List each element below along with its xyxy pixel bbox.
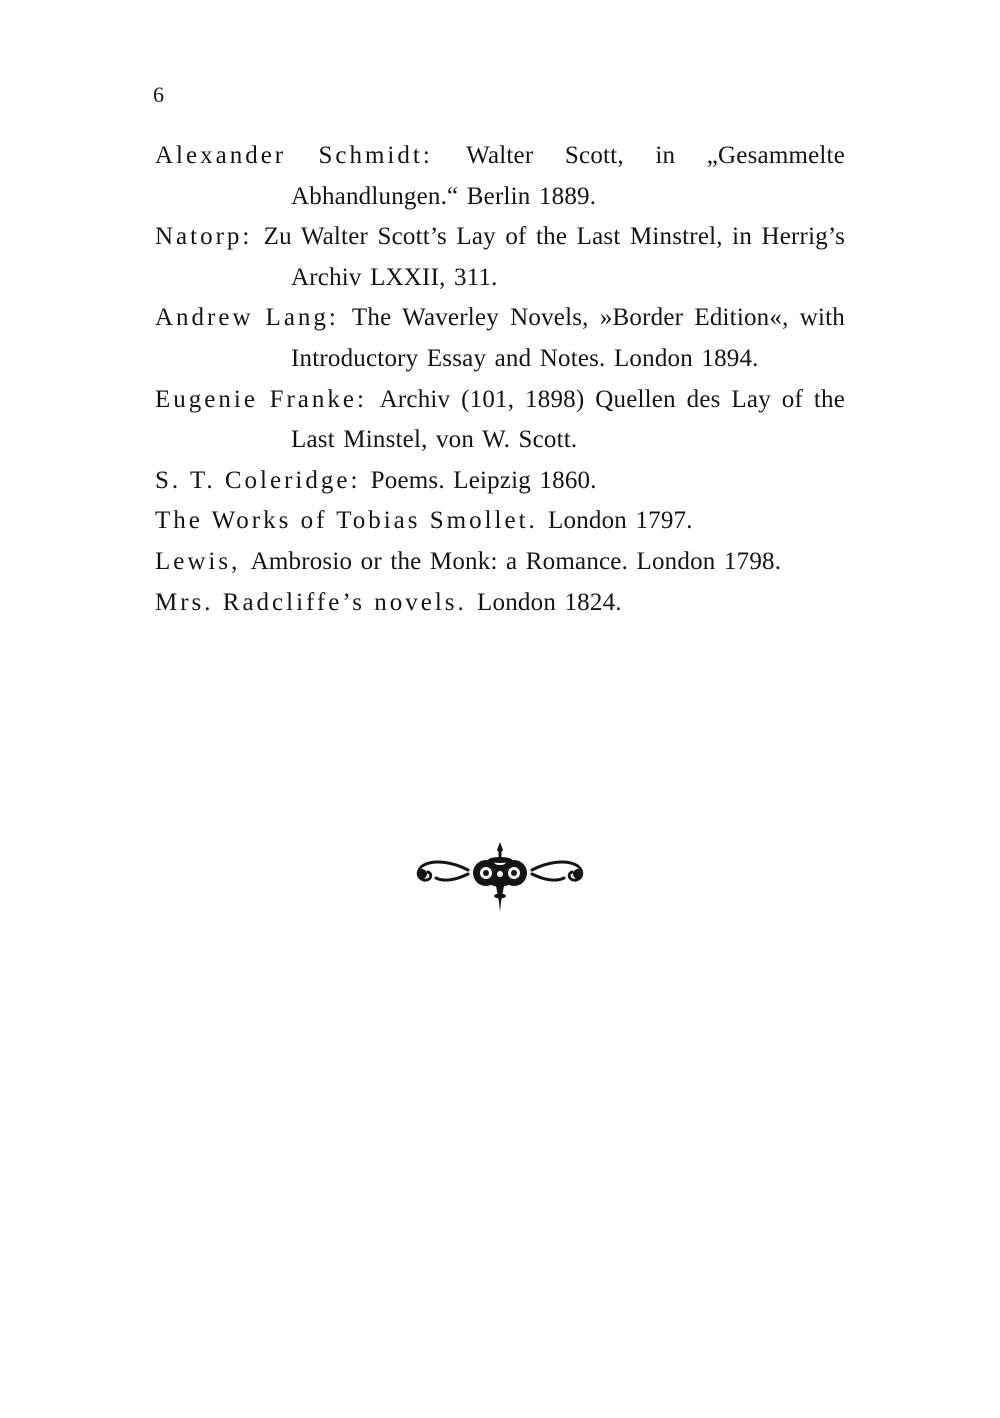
entry-text: Ambrosio or the Monk: a Romance. London 1798.	[250, 547, 782, 575]
bibliography-entry	[155, 380, 845, 461]
entry-author: Andrew Lang:	[155, 304, 339, 332]
page-number: 6	[153, 82, 164, 107]
bibliography-entry	[155, 501, 845, 542]
bibliography-list	[155, 136, 845, 623]
bibliography-entry	[155, 583, 845, 624]
entry-author: Lewis,	[155, 547, 241, 575]
entry-author: S. T. Coleridge:	[155, 466, 361, 494]
floral-tailpiece-icon	[408, 840, 592, 916]
entry-author: Natorp:	[155, 223, 253, 251]
bibliography-entry	[155, 217, 845, 298]
entry-author: Mrs. Radcliffe’s novels.	[155, 588, 467, 616]
bibliography-entry	[155, 136, 845, 217]
bibliography-entry	[155, 461, 845, 502]
entry-text: Poems. Leipzig 1860.	[370, 466, 597, 494]
entry-text: London 1797.	[548, 507, 693, 535]
bibliography-entry	[155, 542, 845, 583]
entry-author: Eugenie Franke:	[155, 385, 367, 413]
entry-text: Walter Scott, in „Gesammelte Abhandlungen.“ Berlin 1889.	[291, 142, 846, 210]
entry-text: London 1824.	[477, 588, 622, 616]
entry-text: The Waverley Novels, »Border Edition«, with Introductory Essay and Notes. London 1894.	[291, 304, 845, 372]
entry-text: Zu Walter Scott’s Lay of the Last Minstrel, in Herrig’s Archiv LXXII, 311.	[263, 223, 846, 291]
bibliography-entry	[155, 298, 845, 379]
entry-text: Archiv (101, 1898) Quellen des Lay of the Last Minstel, von W. Scott.	[291, 385, 845, 454]
entry-author: The Works of Tobias Smollet.	[155, 507, 538, 535]
entry-author: Alexander Schmidt:	[155, 142, 433, 169]
